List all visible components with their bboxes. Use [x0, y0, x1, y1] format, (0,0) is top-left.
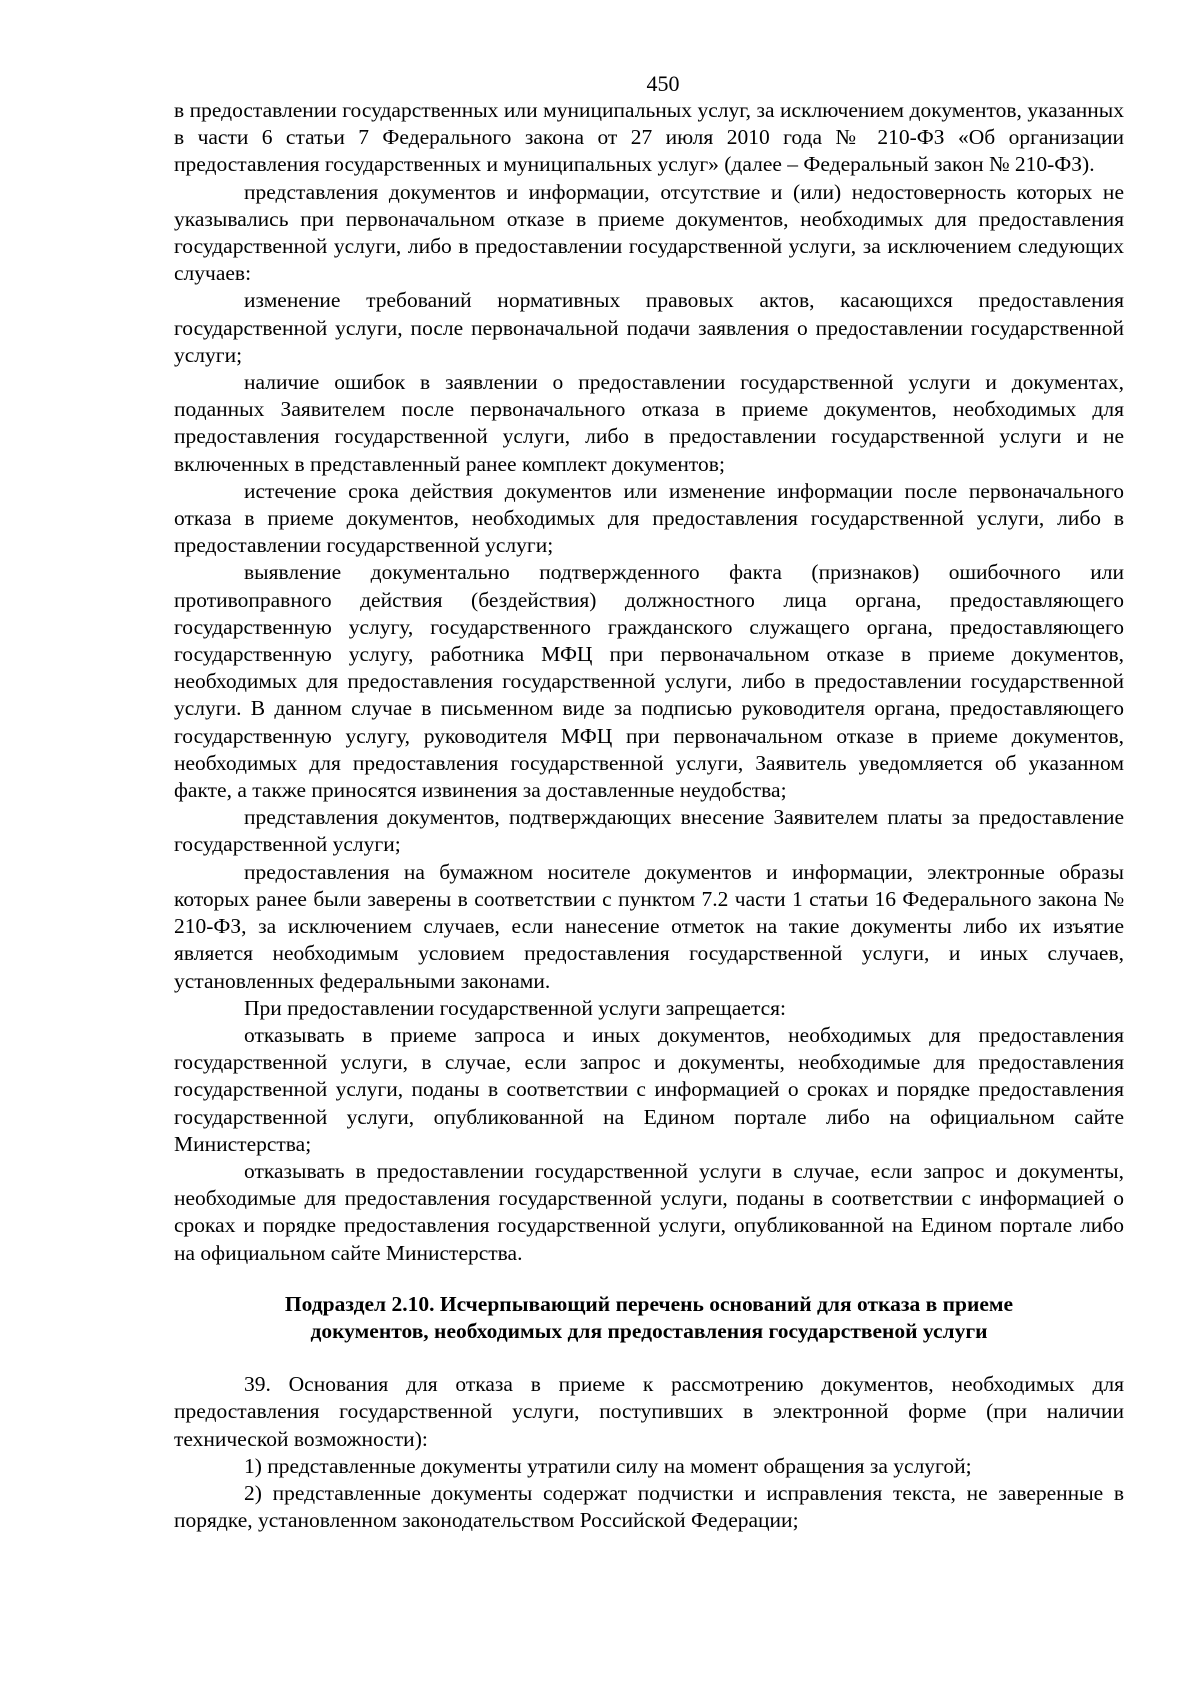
- section-heading: [174, 1291, 1124, 1345]
- paragraph: наличие ошибок в заявлении о предоставлении государственной услуги и документах, поданных Заявителем после первоначального отказа в приеме документов, необходимых для предоставления государственной услуги, либо в предоставлении государственной услуги и не включенных в представленный ранее комплект документов;: [174, 370, 1124, 476]
- paragraph: отказывать в предоставлении государственной услуги в случае, если запрос и документы, необходимые для предоставления государственной услуги, поданы в соответствии с информацией о сроках и порядке предоставления государственной услуги, опубликованной на Едином портале либо на официальном сайте Министерства.: [174, 1158, 1124, 1265]
- paragraph: 39. Основания для отказа в приеме к рассмотрению документов, необходимых для предоставления государственной услуги, поступивших в электронной форме (при наличии технической возможности):: [174, 1372, 1124, 1451]
- paragraph: отказывать в приеме запроса и иных документов, необходимых для предоставления государственной услуги, в случае, если запрос и документы, необходимые для предоставления государственной услуги, поданы в соответствии с информацией о сроках и порядке предоставления государственной услуги, опубликованной на Едином портале либо на официальном сайте Министерства;: [174, 1022, 1124, 1156]
- paragraph: истечение срока действия документов или изменение информации после первоначального отказа в приеме документов, необходимых для предоставления государственной услуги, либо в предоставлении государственной услуги;: [174, 478, 1124, 558]
- paragraph: 1) представленные документы утратили силу на момент обращения за услугой;: [244, 1453, 972, 1478]
- document-page: [174, 70, 1124, 1534]
- paragraph: выявление документально подтвержденного факта (признаков) ошибочного или противоправного действия (бездействия) должностного лица органа, предоставляющего государственную услугу, государственного гражданского служащего органа, предоставляющего государственную услугу, работника МФЦ при первоначальном отказе в приеме документов, необходимых для предоставления государственной услуги, либо в предоставлении государственной услуги. В данном случае в письменном виде за подписью руководителя органа, предоставляющего государственную услугу, руководителя МФЦ при первоначальном отказе в приеме документов, необходимых для предоставления государственной услуги, Заявитель уведомляется об указанном факте, а также приносятся извинения за доставленные неудобства;: [174, 560, 1124, 803]
- paragraph: 2) представленные документы содержат подчистки и исправления текста, не заверенные в порядке, установленном законодательством Российской Федерации;: [174, 1480, 1124, 1533]
- paragraph: в предоставлении государственных или муниципальных услуг, за исключением документов, указанных в части 6 статьи 7 Федерального закона от 27 июля 2010 года № 210-ФЗ «Об организации предоставления государственных и муниципальных услуг» (далее – Федеральный закон № 210-ФЗ).: [174, 98, 1124, 177]
- body-text-bottom: [174, 1371, 1124, 1534]
- section-heading-line: Подраздел 2.10. Исчерпывающий перечень оснований для отказа в приеме: [284, 1291, 1014, 1316]
- body-text-top: [174, 97, 1124, 1267]
- paragraph: представления документов, подтверждающих внесение Заявителем платы за предоставление государственной услуги;: [174, 805, 1124, 857]
- paragraph: представления документов и информации, отсутствие и (или) недостоверность которых не указывались при первоначальном отказе в приеме документов, необходимых для предоставления государственной услуги, либо в предоставлении государственной услуги, за исключением следующих случаев:: [174, 179, 1124, 286]
- paragraph: предоставления на бумажном носителе документов и информации, электронные образы которых ранее были заверены в соответствии с пунктом 7.2 части 1 статьи 16 Федерального закона № 210-ФЗ, за исключением случаев, если нанесение отметок на такие документы либо их изъятие является необходимым условием предоставления государственной услуги, и иных случаев, установленных федеральными законами.: [174, 859, 1124, 993]
- section-heading-line: документов, необходимых для предоставления государственой услуги: [310, 1318, 988, 1343]
- paragraph: изменение требований нормативных правовых актов, касающихся предоставления государственной услуги, после первоначальной подачи заявления о предоставлении государственной услуги;: [174, 288, 1124, 367]
- paragraph: При предоставлении государственной услуги запрещается:: [244, 995, 787, 1020]
- page-number: 450: [646, 71, 680, 96]
